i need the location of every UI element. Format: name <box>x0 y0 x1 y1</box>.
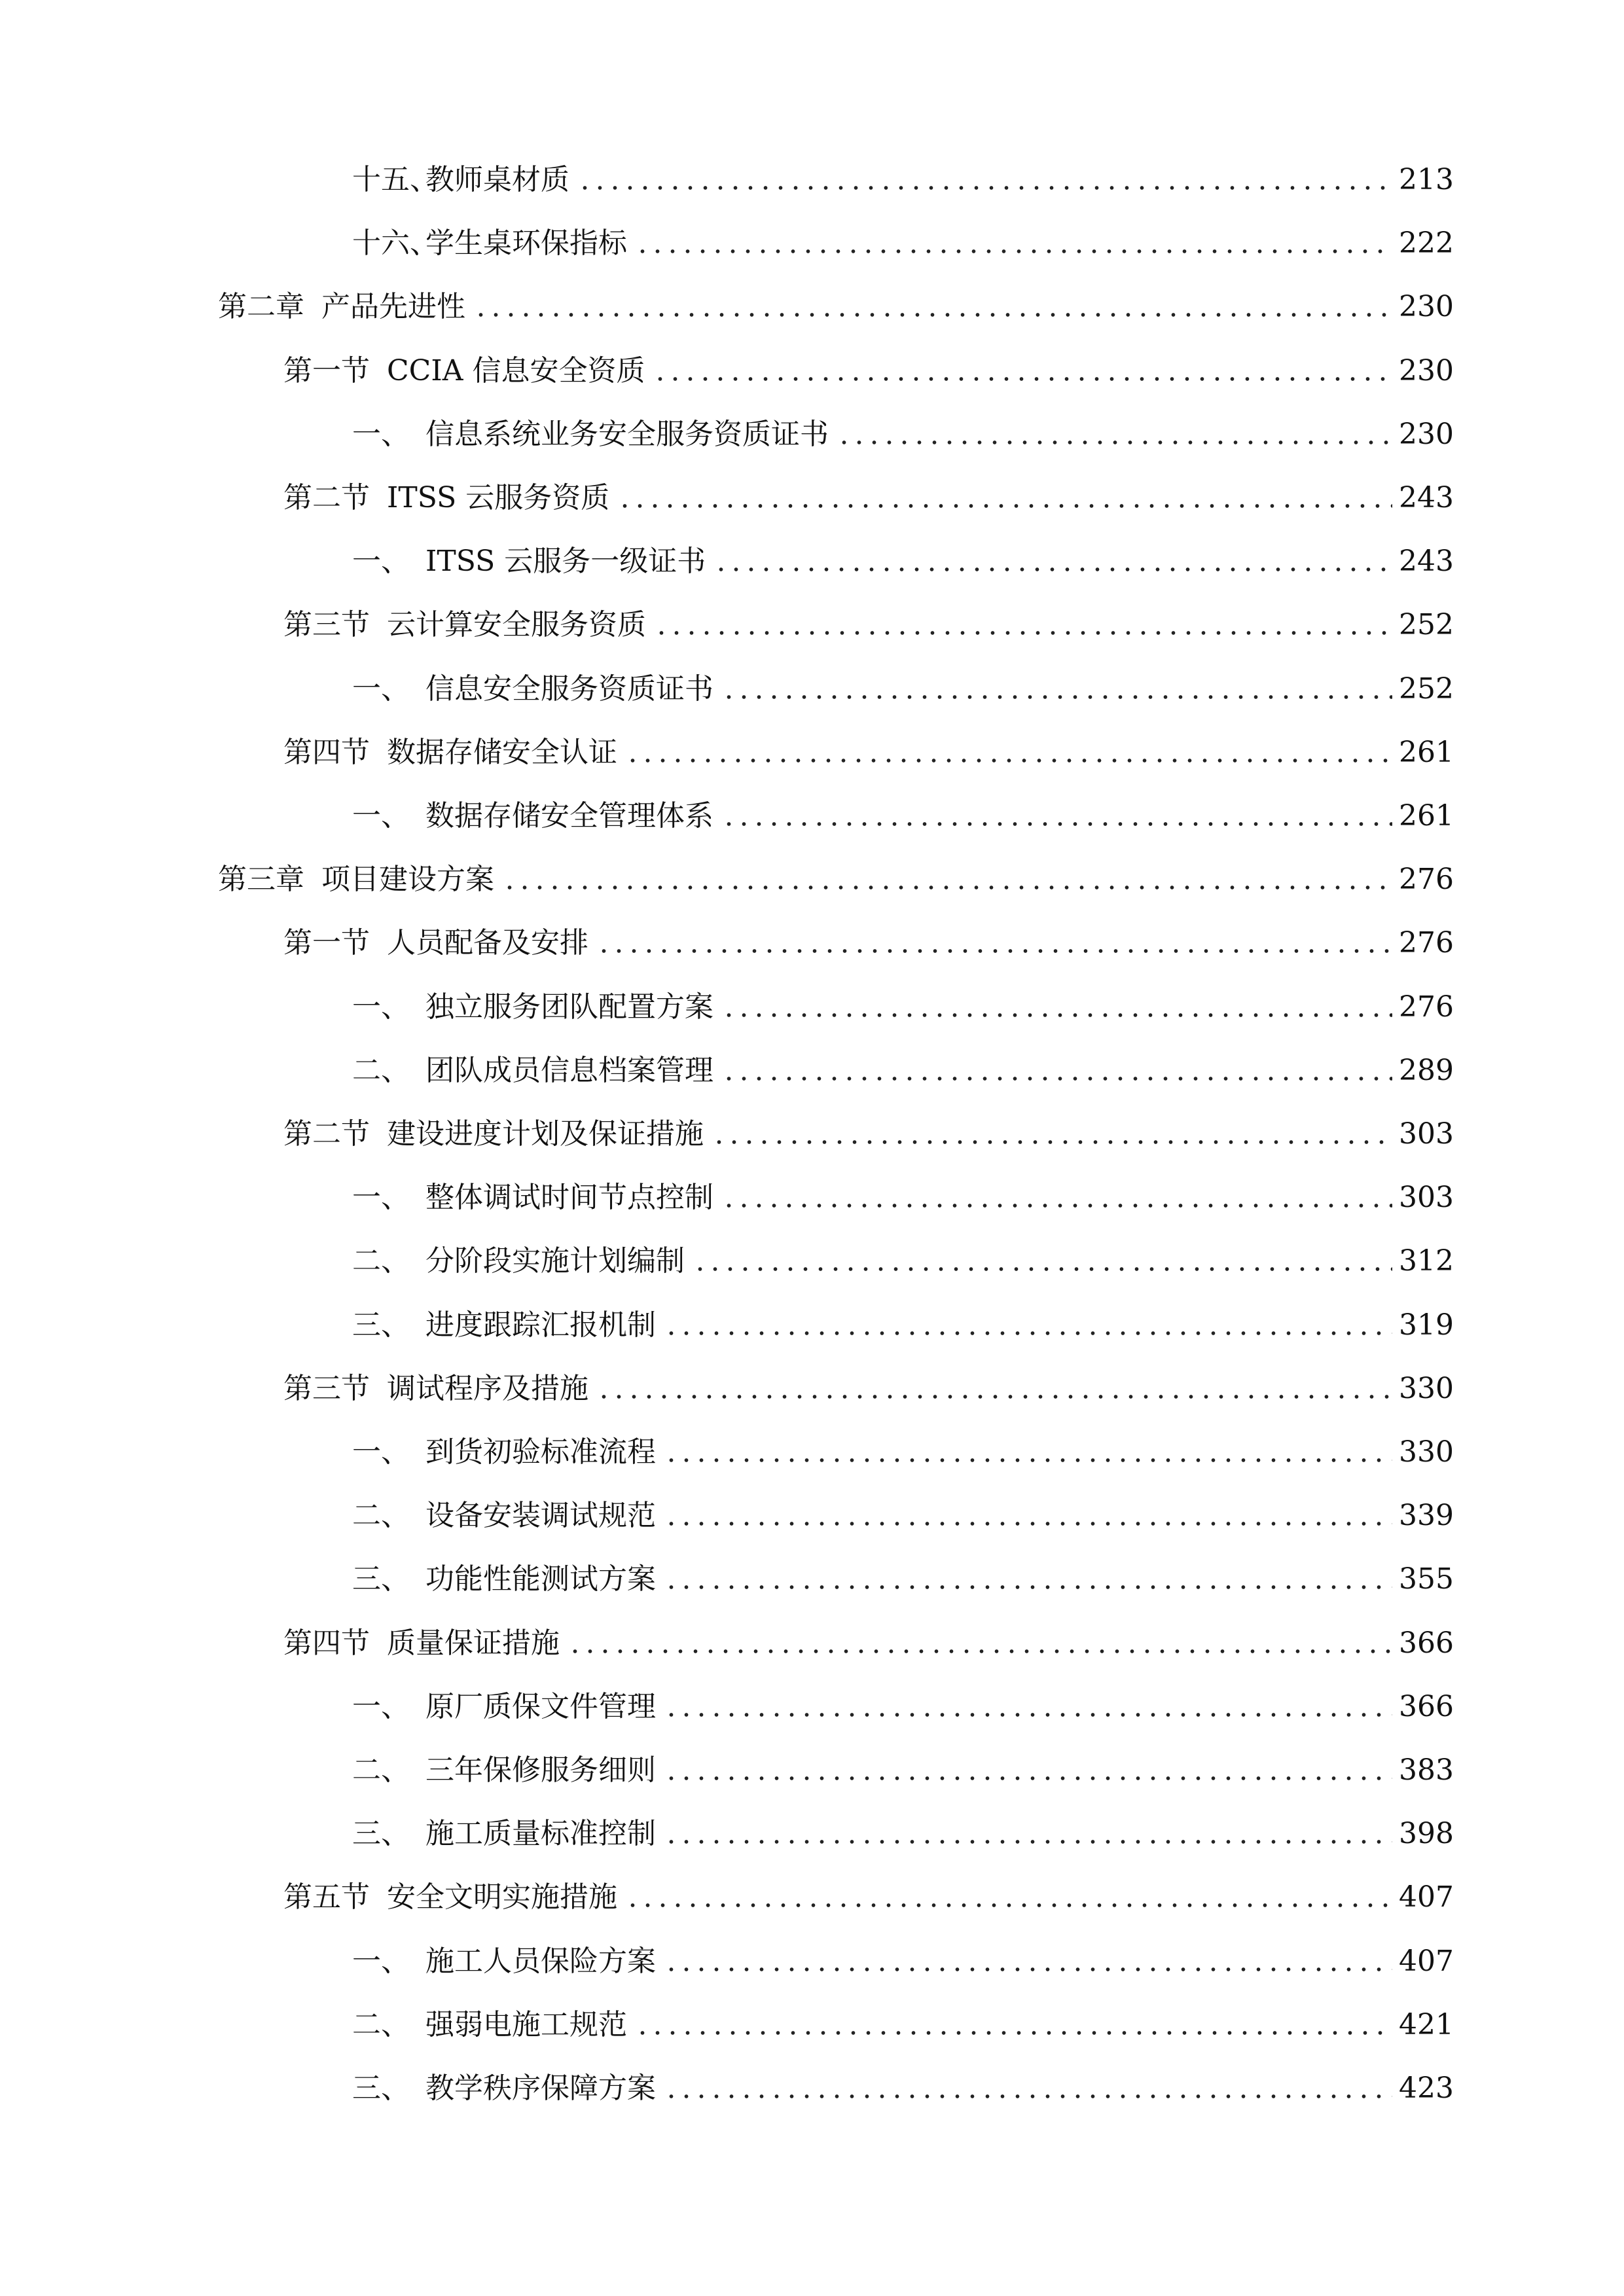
toc-entry[interactable] <box>283 592 1454 645</box>
toc-entry[interactable] <box>352 1420 1454 1472</box>
toc-entry[interactable] <box>352 1483 1454 1535</box>
toc-entry[interactable] <box>352 783 1454 836</box>
toc-entry-number: 一、 <box>352 990 410 1024</box>
toc-entry-title: 安全文明实施措施 <box>387 1880 617 1914</box>
toc-entry-page-number: 330 <box>1399 1435 1454 1469</box>
toc-entry-number: 一、 <box>352 1181 410 1214</box>
toc-entry-number: 十五、 <box>352 163 439 196</box>
toc-entry-title: 人员配备及安排 <box>387 926 588 960</box>
toc-entry-number: 一、 <box>352 1945 410 1978</box>
toc-entry-title: 进度跟踪汇报机制 <box>425 1308 656 1342</box>
toc-entry-title: 施工质量标准控制 <box>425 1817 656 1850</box>
toc-entry-number: 第三节 <box>283 1372 370 1405</box>
toc-entry-page-number: 407 <box>1399 1945 1454 1978</box>
toc-entry-page-number: 383 <box>1399 1753 1454 1787</box>
dot-leader <box>664 1331 1392 1336</box>
dot-leader <box>712 1139 1392 1145</box>
dot-leader <box>625 758 1392 763</box>
dot-leader <box>625 1903 1392 1908</box>
toc-entry-page-number: 230 <box>1399 418 1454 451</box>
toc-entry-title: 到货初验标准流程 <box>425 1435 656 1469</box>
toc-entry[interactable] <box>283 1611 1454 1663</box>
toc-entry-number: 十六、 <box>352 226 439 260</box>
toc-entry-title: 设备安装调试规范 <box>425 1499 656 1532</box>
toc-entry-number: 二、 <box>352 1499 410 1532</box>
toc-entry[interactable] <box>218 847 1454 899</box>
toc-entry-number: 一、 <box>352 1435 410 1469</box>
toc-entry-page-number: 252 <box>1399 608 1454 641</box>
toc-entry-title: 施工人员保险方案 <box>425 1945 656 1978</box>
toc-entry-page-number: 276 <box>1399 863 1454 896</box>
toc-entry[interactable] <box>352 1992 1454 2045</box>
toc-entry-page-number: 312 <box>1399 1244 1454 1278</box>
toc-entry[interactable] <box>352 1038 1454 1090</box>
dot-leader <box>721 821 1392 827</box>
toc-entry-page-number: 398 <box>1399 1817 1454 1850</box>
toc-entry[interactable] <box>283 1356 1454 1408</box>
toc-entry-number: 第四节 <box>283 736 370 769</box>
toc-entry-page-number: 222 <box>1399 226 1454 260</box>
toc-entry-title: 学生桌环保指标 <box>425 226 627 260</box>
toc-entry[interactable] <box>352 1229 1454 1281</box>
toc-entry-page-number: 366 <box>1399 1626 1454 1660</box>
toc-entry[interactable] <box>352 1929 1454 1981</box>
toc-entry-title: 调试程序及措施 <box>387 1372 588 1405</box>
toc-entry-title: 数据存储安全管理体系 <box>425 799 713 833</box>
toc-entry-title: ITSS 云服务资质 <box>387 481 610 514</box>
dot-leader <box>664 1458 1392 1463</box>
toc-entry[interactable] <box>352 1165 1454 1217</box>
toc-entry-page-number: 319 <box>1399 1308 1454 1342</box>
toc-entry-page-number: 407 <box>1399 1880 1454 1914</box>
dot-leader <box>664 1776 1392 1781</box>
toc-entry-number: 三、 <box>352 1817 410 1850</box>
toc-entry-title: 强弱电施工规范 <box>425 2008 627 2041</box>
dot-leader <box>664 1839 1392 1844</box>
dot-leader <box>654 630 1392 636</box>
toc-entry-page-number: 230 <box>1399 290 1454 323</box>
toc-entry[interactable] <box>352 147 1454 200</box>
dot-leader <box>635 2030 1392 2036</box>
toc-entry-page-number: 421 <box>1399 2008 1454 2041</box>
toc-entry-title: 数据存储安全认证 <box>387 736 617 769</box>
toc-entry[interactable] <box>283 465 1454 518</box>
toc-entry-page-number: 252 <box>1399 672 1454 706</box>
toc-entry-page-number: 423 <box>1399 2072 1454 2105</box>
toc-entry-page-number: 330 <box>1399 1372 1454 1405</box>
dot-leader <box>473 312 1392 317</box>
dot-leader <box>664 1521 1392 1526</box>
dot-leader <box>502 885 1392 890</box>
toc-entry-title: ITSS 云服务一级证书 <box>425 545 706 578</box>
toc-entry[interactable] <box>283 338 1454 391</box>
toc-entry-page-number: 339 <box>1399 1499 1454 1532</box>
toc-entry-page-number: 213 <box>1399 163 1454 196</box>
toc-entry[interactable] <box>352 975 1454 1027</box>
toc-entry-page-number: 366 <box>1399 1690 1454 1723</box>
toc-entry-title: 团队成员信息档案管理 <box>425 1054 713 1087</box>
toc-entry-page-number: 303 <box>1399 1181 1454 1214</box>
dot-leader <box>721 1013 1392 1018</box>
toc-entry[interactable] <box>352 1547 1454 1599</box>
toc-entry-page-number: 289 <box>1399 1054 1454 1087</box>
toc-entry[interactable] <box>352 1293 1454 1345</box>
dot-leader <box>721 1076 1392 1081</box>
toc-entry-title: 独立服务团队配置方案 <box>425 990 713 1024</box>
toc-entry-title: 功能性能测试方案 <box>425 1562 656 1596</box>
toc-entry-number: 第二章 <box>218 290 304 323</box>
toc-entry-number: 二、 <box>352 2008 410 2041</box>
toc-entry-title: 质量保证措施 <box>387 1626 560 1660</box>
toc-entry-number: 三、 <box>352 2072 410 2105</box>
dot-leader <box>721 694 1392 700</box>
dot-leader <box>837 440 1392 445</box>
toc-entry-title: 教学秩序保障方案 <box>425 2072 656 2105</box>
toc-entry[interactable] <box>352 1674 1454 1727</box>
toc-entry-title: 云计算安全服务资质 <box>387 608 646 641</box>
dot-leader <box>635 249 1392 254</box>
toc-entry[interactable] <box>352 402 1454 454</box>
toc-entry-number: 一、 <box>352 418 410 451</box>
dot-leader <box>664 1585 1392 1590</box>
toc-entry-title: 信息安全服务资质证书 <box>425 672 713 706</box>
toc-entry-number: 第一节 <box>283 926 370 960</box>
toc-entry-number: 第五节 <box>283 1880 370 1914</box>
toc-entry-number: 第三节 <box>283 608 370 641</box>
dot-leader <box>577 185 1392 190</box>
toc-entry-number: 一、 <box>352 545 410 578</box>
toc-entry-page-number: 230 <box>1399 354 1454 387</box>
toc-entry-title: 原厂质保文件管理 <box>425 1690 656 1723</box>
toc-entry-number: 二、 <box>352 1054 410 1087</box>
dot-leader <box>713 567 1392 572</box>
toc-entry-number: 二、 <box>352 1753 410 1787</box>
toc-entry-page-number: 276 <box>1399 990 1454 1024</box>
toc-entry-page-number: 243 <box>1399 481 1454 514</box>
dot-leader <box>693 1266 1392 1272</box>
dot-leader <box>653 376 1392 382</box>
dot-leader <box>596 1394 1392 1399</box>
toc-entry-title: CCIA 信息安全资质 <box>387 354 645 387</box>
toc-entry-number: 二、 <box>352 1244 410 1278</box>
toc-entry-number: 第三章 <box>218 863 304 896</box>
toc-entry-number: 第二节 <box>283 1117 370 1151</box>
toc-entry[interactable] <box>283 720 1454 772</box>
toc-entry-page-number: 243 <box>1399 545 1454 578</box>
toc-entry-number: 一、 <box>352 799 410 833</box>
toc-entry-page-number: 355 <box>1399 1562 1454 1596</box>
toc-entry-page-number: 261 <box>1399 736 1454 769</box>
toc-entry-number: 一、 <box>352 1690 410 1723</box>
toc-entry-page-number: 303 <box>1399 1117 1454 1151</box>
toc-entry-title: 分阶段实施计划编制 <box>425 1244 685 1278</box>
dot-leader <box>664 2094 1392 2099</box>
toc-entry-number: 三、 <box>352 1308 410 1342</box>
toc-entry[interactable] <box>352 529 1454 581</box>
toc-entry[interactable] <box>352 2056 1454 2108</box>
toc-entry[interactable] <box>352 1738 1454 1790</box>
toc-entry-number: 第二节 <box>283 481 370 514</box>
dot-leader <box>664 1712 1392 1717</box>
toc-entry[interactable] <box>352 1801 1454 1854</box>
toc-entry-title: 整体调试时间节点控制 <box>425 1181 713 1214</box>
dot-leader <box>568 1649 1392 1654</box>
toc-entry-title: 信息系统业务安全服务资质证书 <box>425 418 829 451</box>
toc-entry-number: 一、 <box>352 672 410 706</box>
toc-entry-number: 第一节 <box>283 354 370 387</box>
toc-entry-title: 项目建设方案 <box>321 863 494 896</box>
toc-entry[interactable] <box>352 656 1454 709</box>
dot-leader <box>617 503 1392 509</box>
toc-entry-title: 产品先进性 <box>321 290 465 323</box>
toc-entry-number: 第四节 <box>283 1626 370 1660</box>
toc-entry[interactable] <box>283 1865 1454 1917</box>
toc-entry[interactable] <box>352 211 1454 263</box>
toc-entry-page-number: 261 <box>1399 799 1454 833</box>
toc-entry-title: 建设进度计划及保证措施 <box>387 1117 704 1151</box>
toc-entry[interactable] <box>283 1102 1454 1154</box>
dot-leader <box>596 948 1392 954</box>
toc-entry[interactable] <box>218 274 1454 327</box>
toc-entry-page-number: 276 <box>1399 926 1454 960</box>
toc-entry-number: 三、 <box>352 1562 410 1596</box>
dot-leader <box>721 1203 1392 1208</box>
toc-entry[interactable] <box>283 910 1454 963</box>
toc-entry-title: 三年保修服务细则 <box>425 1753 656 1787</box>
toc-entry-title: 教师桌材质 <box>425 163 569 196</box>
dot-leader <box>664 1967 1392 1972</box>
